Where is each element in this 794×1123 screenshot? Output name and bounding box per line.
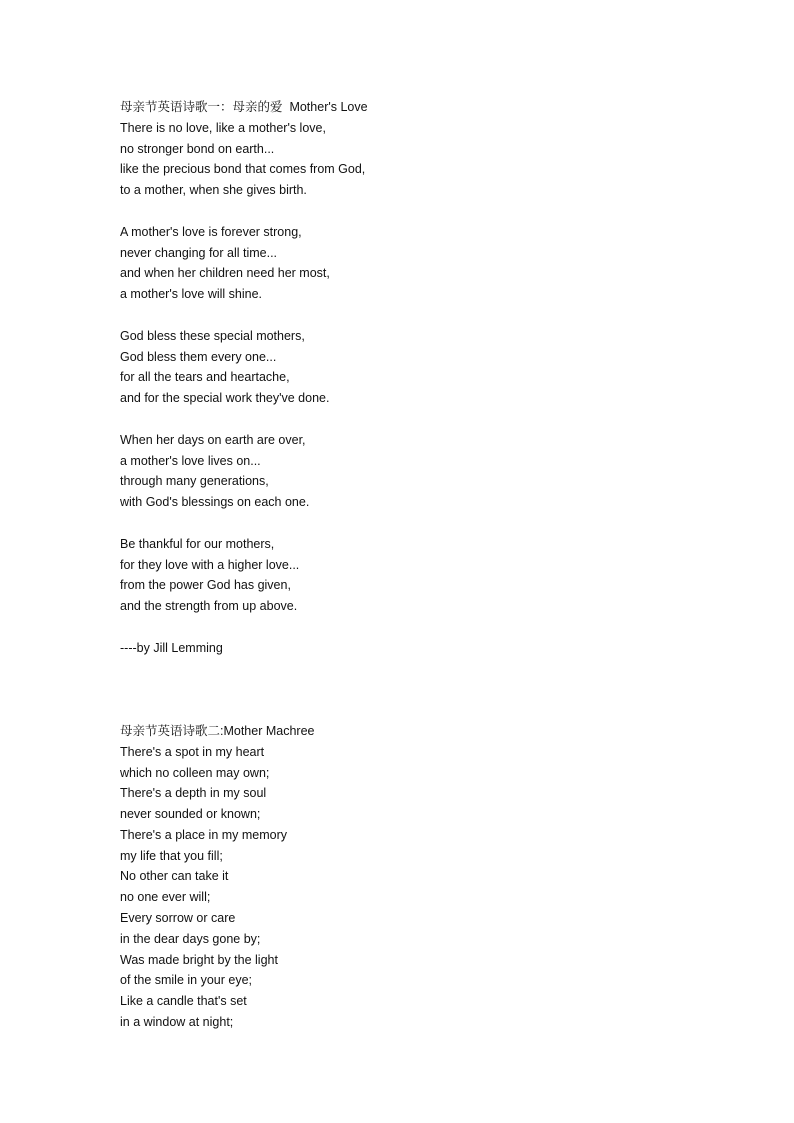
poem-line: no one ever will; — [120, 890, 211, 905]
poem1-stanza — [120, 222, 680, 305]
poem-line: for all the tears and heartache, — [120, 370, 290, 385]
poem-line: God bless them every one... — [120, 349, 277, 364]
poem-line: my life that you fill; — [120, 848, 223, 863]
poem-line: like the precious bond that comes from God, — [120, 162, 366, 177]
poem-line: Like a candle that's set — [120, 994, 247, 1009]
poem-line: never changing for all time... — [120, 245, 278, 260]
poem-line: Was made bright by the light — [120, 952, 278, 967]
poem-line: There's a depth in my soul — [120, 786, 267, 801]
poem-line: to a mother, when she gives birth. — [120, 183, 307, 198]
poem1-stanza — [120, 430, 680, 513]
poem-line: of the smile in your eye; — [120, 973, 253, 988]
stanza-spacer — [120, 617, 680, 638]
poem1-title: 母亲节英语诗歌一：母亲的爱 Mother's Love — [120, 100, 368, 114]
stanza-spacer — [120, 513, 680, 534]
poem2-title: 母亲节英语诗歌二:Mother Machree — [120, 723, 315, 738]
poem-line: from the power God has given, — [120, 578, 291, 593]
poem-line: a mother's love lives on... — [120, 453, 261, 468]
stanza-spacer — [120, 409, 680, 430]
poem-line: and for the special work they've done. — [120, 391, 330, 406]
poem2-body — [120, 742, 680, 1033]
stanza-spacer — [120, 201, 680, 222]
poem-line: There's a spot in my heart — [120, 744, 265, 759]
poem1-stanza — [120, 118, 680, 201]
poem-line: When her days on earth are over, — [120, 432, 306, 447]
poem-line: No other can take it — [120, 869, 229, 884]
poem-line: which no colleen may own; — [120, 765, 270, 780]
stanza-spacer — [120, 305, 680, 326]
poem-line: with God's blessings on each one. — [120, 495, 310, 510]
section-spacer — [120, 659, 680, 701]
poem-line: and the strength from up above. — [120, 599, 298, 614]
poem-line: Every sorrow or care — [120, 911, 236, 926]
poem1-stanza — [120, 326, 680, 409]
section-spacer — [120, 700, 680, 721]
poem-line: a mother's love will shine. — [120, 287, 263, 302]
poem-line: and when her children need her most, — [120, 266, 330, 281]
poem-line: Be thankful for our mothers, — [120, 536, 275, 551]
poem-line: There is no love, like a mother's love, — [120, 120, 326, 135]
poem-line: A mother's love is forever strong, — [120, 224, 302, 239]
poem-line: through many generations, — [120, 474, 269, 489]
poem-line: God bless these special mothers, — [120, 328, 305, 343]
document-body — [120, 97, 680, 1033]
poem-line: no stronger bond on earth... — [120, 141, 275, 156]
poem1-stanza — [120, 534, 680, 617]
poem1-author: ----by Jill Lemming — [120, 640, 223, 655]
poem-line: never sounded or known; — [120, 807, 261, 822]
poem-line: for they love with a higher love... — [120, 557, 300, 572]
poem-line: There's a place in my memory — [120, 827, 288, 842]
poem-line: in the dear days gone by; — [120, 931, 261, 946]
poem-line: in a window at night; — [120, 1015, 234, 1030]
